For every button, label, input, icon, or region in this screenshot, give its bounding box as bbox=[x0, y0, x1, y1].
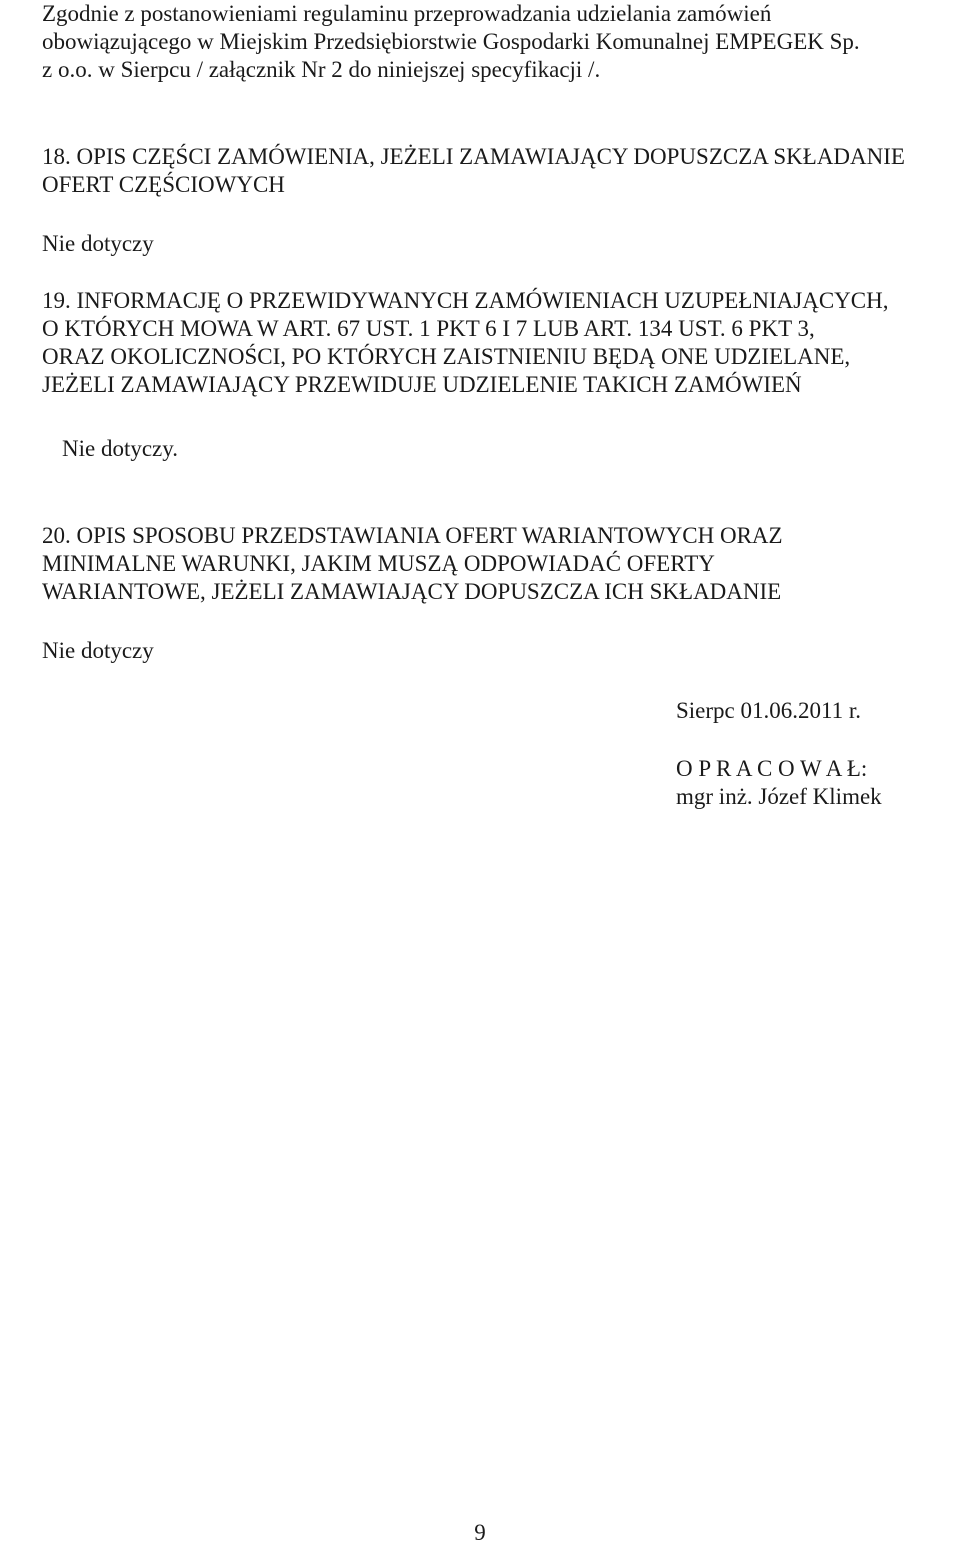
author-name: mgr inż. Józef Klimek bbox=[676, 784, 882, 809]
heading-line: O KTÓRYCH MOWA W ART. 67 UST. 1 PKT 6 I 7 LUB ART. 134 UST. 6 PKT 3, bbox=[42, 316, 815, 341]
prepared-by-label: O P R A C O W A Ł: bbox=[676, 756, 868, 781]
section-18-body: Nie dotyczy bbox=[42, 231, 154, 256]
intro-paragraph bbox=[42, 0, 942, 84]
intro-line: Zgodnie z postanowieniami regulaminu przeprowadzania udzielania zamówień bbox=[42, 1, 772, 26]
heading-line: JEŻELI ZAMAWIAJĄCY PRZEWIDUJE UDZIELENIE TAKICH ZAMÓWIEŃ bbox=[42, 372, 802, 397]
heading-line: 19. INFORMACJĘ O PRZEWIDYWANYCH ZAMÓWIENIACH UZUPEŁNIAJĄCYCH, bbox=[42, 288, 889, 313]
heading-line: 18. OPIS CZĘŚCI ZAMÓWIENIA, JEŻELI ZAMAWIAJĄCY DOPUSZCZA SKŁADANIE bbox=[42, 144, 905, 169]
heading-line: OFERT CZĘŚCIOWYCH bbox=[42, 172, 285, 197]
section-19-heading bbox=[42, 287, 942, 399]
section-19-body: Nie dotyczy. bbox=[62, 436, 179, 461]
page-number: 9 bbox=[474, 1520, 486, 1545]
intro-line: z o.o. w Sierpcu / załącznik Nr 2 do niniejszej specyfikacji /. bbox=[42, 57, 601, 82]
heading-line: WARIANTOWE, JEŻELI ZAMAWIAJĄCY DOPUSZCZA ICH SKŁADANIE bbox=[42, 579, 782, 604]
heading-line: 20. OPIS SPOSOBU PRZEDSTAWIANIA OFERT WARIANTOWYCH ORAZ bbox=[42, 523, 783, 548]
heading-line: ORAZ OKOLICZNOŚCI, PO KTÓRYCH ZAISTNIENIU BĘDĄ ONE UDZIELANE, bbox=[42, 344, 851, 369]
place-date: Sierpc 01.06.2011 r. bbox=[676, 698, 862, 723]
heading-line: MINIMALNE WARUNKI, JAKIM MUSZĄ ODPOWIADAĆ OFERTY bbox=[42, 551, 715, 576]
intro-line: obowiązującego w Miejskim Przedsiębiorstwie Gospodarki Komunalnej EMPEGEK Sp. bbox=[42, 29, 860, 54]
section-18-heading bbox=[42, 143, 942, 199]
section-20-heading bbox=[42, 522, 942, 606]
section-20-body: Nie dotyczy bbox=[42, 638, 154, 663]
signature-block bbox=[676, 697, 946, 811]
